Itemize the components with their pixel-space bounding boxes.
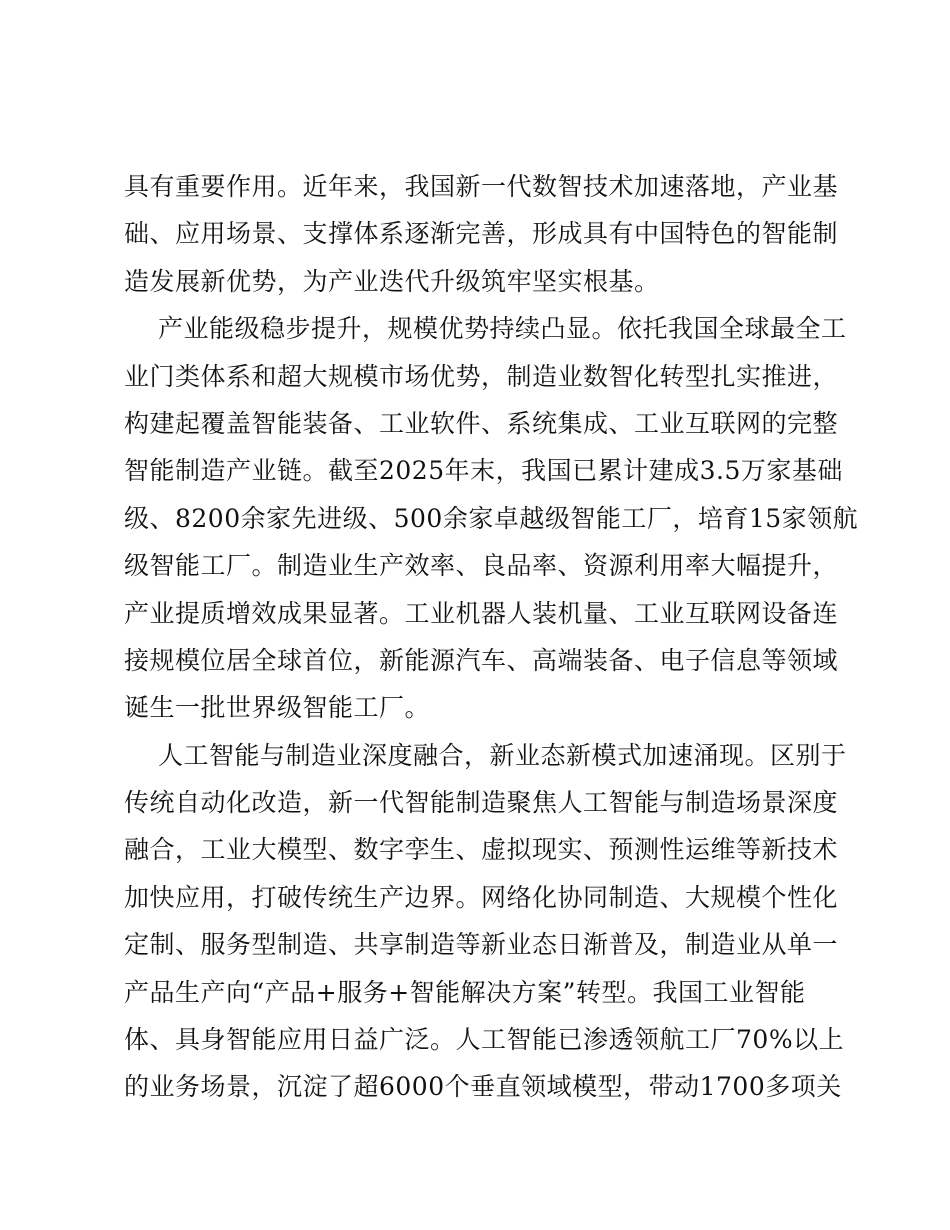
text-line: 人工智能与制造业深度融合，新业态新模式加速涌现。区别于 — [158, 740, 847, 770]
text-line: 业门类体系和超大规模市场优势，制造业数智化转型扎实推进， — [124, 361, 839, 391]
text-line: 体、具身智能应用日益广泛。人工智能已渗透领航工厂70%以上 — [124, 1025, 845, 1055]
text-line: 级智能工厂。制造业生产效率、良品率、资源利用率大幅提升， — [124, 551, 839, 581]
body-text — [124, 163, 859, 1111]
text-line: 诞生一批世界级智能工厂。 — [124, 693, 431, 723]
text-line: 具有重要作用。近年来，我国新一代数智技术加速落地，产业基 — [124, 172, 839, 201]
text-line: 构建起覆盖智能装备、工业软件、系统集成、工业互联网的完整 — [124, 408, 839, 438]
text-line: 产品生产向“产品+服务+智能解决方案”转型。我国工业智能 — [124, 977, 806, 1007]
text-line: 传统自动化改造，新一代智能制造聚焦人工智能与制造场景深度 — [124, 788, 839, 818]
paragraph-2 — [124, 305, 859, 732]
text-line: 产业提质增效成果显著。工业机器人装机量、工业互联网设备连 — [124, 598, 839, 628]
paragraph-3 — [124, 732, 847, 1111]
text-line: 智能制造产业链。截至2025年末，我国已累计建成3.5万家基础 — [124, 456, 843, 486]
text-line: 础、应用场景、支撑体系逐渐完善，形成具有中国特色的智能制 — [124, 219, 839, 249]
text-line: 造发展新优势，为产业迭代升级筑牢坚实根基。 — [124, 266, 660, 296]
text-line: 加快应用，打破传统生产边界。网络化协同制造、大规模个性化 — [124, 882, 839, 912]
text-line: 的业务场景，沉淀了超6000个垂直领域模型，带动1700多项关 — [124, 1072, 842, 1102]
text-line: 产业能级稳步提升，规模优势持续凸显。依托我国全球最全工 — [158, 314, 847, 344]
paragraph-1 — [124, 163, 839, 305]
text-line: 融合，工业大模型、数字孪生、虚拟现实、预测性运维等新技术 — [124, 835, 839, 865]
text-line: 接规模位居全球首位，新能源汽车、高端装备、电子信息等领域 — [124, 645, 839, 675]
text-line: 定制、服务型制造、共享制造等新业态日渐普及，制造业从单一 — [124, 930, 839, 960]
text-line: 级、8200余家先进级、500余家卓越级智能工厂，培育15家领航 — [124, 503, 859, 533]
